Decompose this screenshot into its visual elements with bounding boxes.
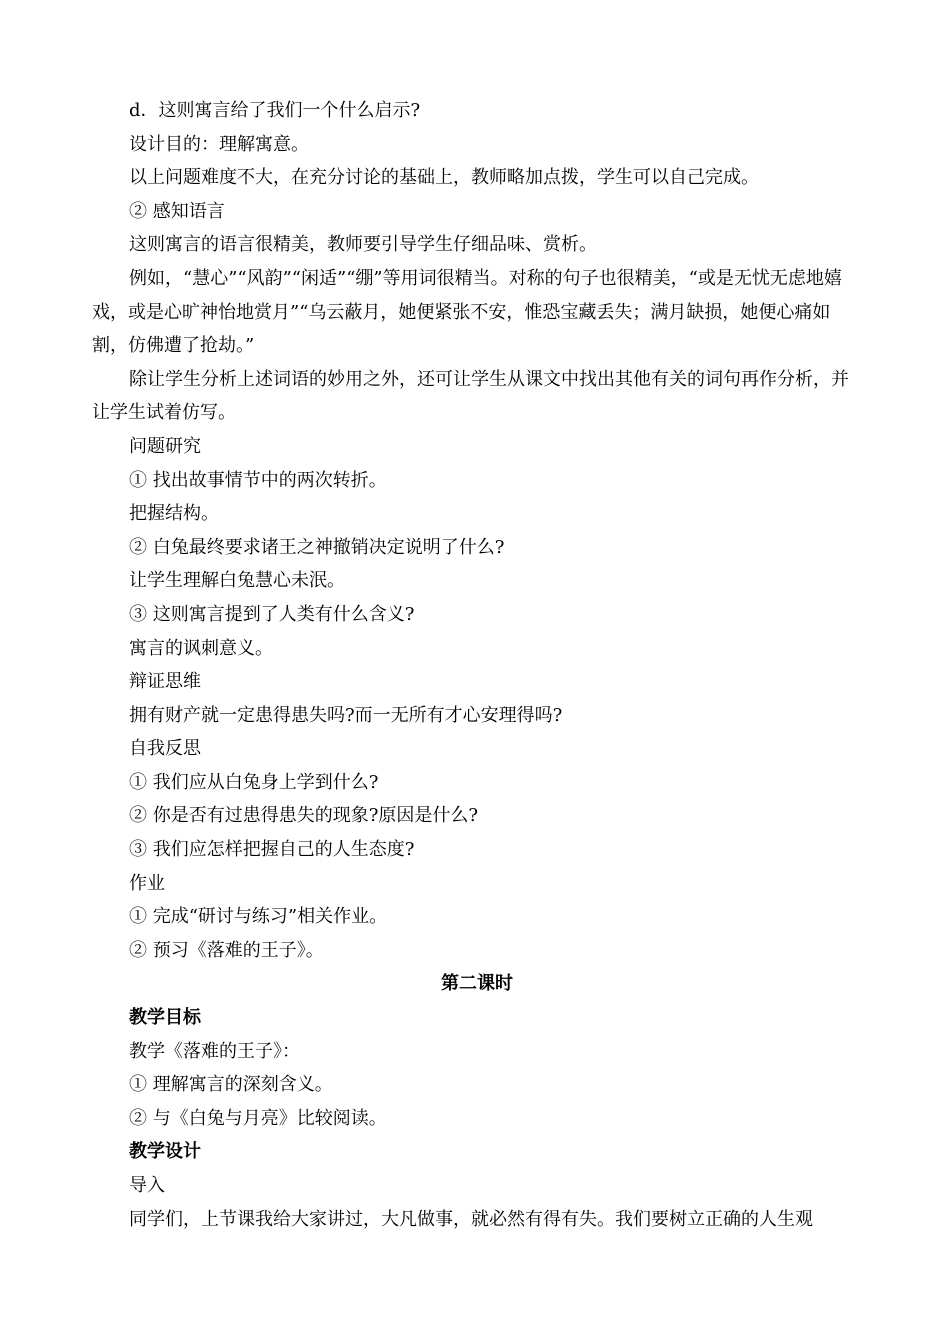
reflection-item-3: ③ 我们应怎样把握自己的人生态度? <box>129 839 415 861</box>
question-d: d．这则寓言给了我们一个什么启示? <box>129 100 421 121</box>
research-answer-3: 寓言的讽刺意义。 <box>129 637 273 659</box>
homework-item-1: ① 完成“研讨与练习”相关作业。 <box>129 906 388 928</box>
heading-introduction: 导入 <box>129 1175 165 1196</box>
example-paragraph: 例如，“慧心”“风韵”“闲适”“绷”等用词很精当。对称的句子也很精美，“或是无忧无虑地嬉戏，或是心旷神怡地赏月”“乌云蔽月，她便紧张不安，惟恐宝藏丢失；满月缺损，她便心痛如割，仿佛遭了抢劫。” <box>92 267 842 357</box>
research-answer-1: 把握结构。 <box>129 503 219 525</box>
heading-dialectical-thinking: 辩证思维 <box>129 671 201 693</box>
heading-teaching-design: 教学设计 <box>129 1141 201 1163</box>
section-title-second-lesson: 第二课时 <box>441 973 513 995</box>
document-body <box>92 94 862 1236</box>
design-purpose: 设计目的：理解寓意。 <box>129 133 309 155</box>
section-perceive-language: ② 感知语言 <box>129 200 225 222</box>
heading-teaching-goals: 教学目标 <box>129 1007 201 1029</box>
teaching-goal-intro: 教学《落难的王子》： <box>129 1040 300 1062</box>
reflection-item-1: ① 我们应从白兔身上学到什么? <box>129 771 379 793</box>
homework-item-2: ② 预习《落难的王子》。 <box>129 939 324 961</box>
dialectical-question: 拥有财产就一定患得患失吗?而一无所有才心安理得吗? <box>129 704 563 726</box>
reflection-item-2: ② 你是否有过患得患失的现象?原因是什么? <box>129 805 479 827</box>
heading-self-reflection: 自我反思 <box>129 738 201 760</box>
research-item-3: ③ 这则寓言提到了人类有什么含义? <box>129 603 415 625</box>
research-item-2: ② 白兔最终要求诸王之神撤销决定说明了什么? <box>129 536 505 558</box>
research-answer-2: 让学生理解白兔慧心未泯。 <box>129 570 345 592</box>
teaching-goal-2: ② 与《白兔与月亮》比较阅读。 <box>129 1107 387 1129</box>
language-note: 这则寓言的语言很精美，教师要引导学生仔细品味、赏析。 <box>129 234 597 256</box>
introduction-paragraph: 同学们，上节课我给大家讲过，大凡做事，就必然有得有失。我们要树立正确的人生观 <box>129 1208 813 1230</box>
heading-question-research: 问题研究 <box>129 435 201 457</box>
research-item-1: ① 找出故事情节中的两次转折。 <box>129 469 387 491</box>
difficulty-note: 以上问题难度不大，在充分讨论的基础上，教师略加点拨，学生可以自己完成。 <box>129 167 759 189</box>
heading-homework: 作业 <box>129 872 165 894</box>
analysis-paragraph: 除让学生分析上述词语的妙用之外，还可让学生从课文中找出其他有关的词句再作分析，并让学生试着仿写。 <box>92 368 849 424</box>
teaching-goal-1: ① 理解寓言的深刻含义。 <box>129 1074 333 1096</box>
